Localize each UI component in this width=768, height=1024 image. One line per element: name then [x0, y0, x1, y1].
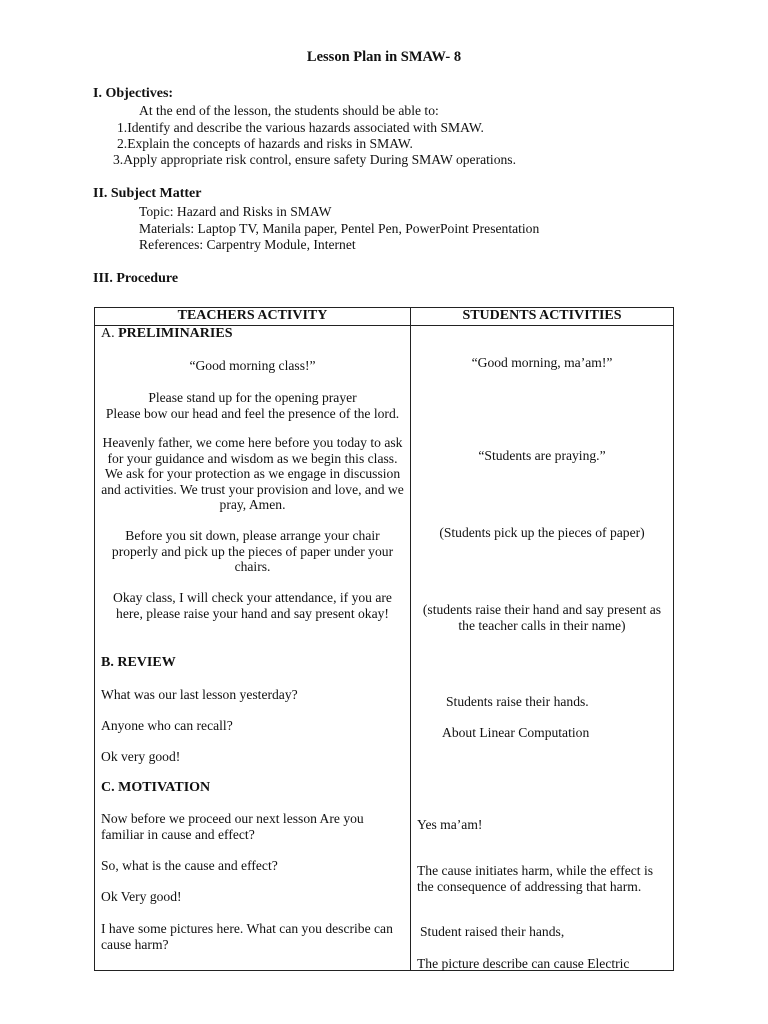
motivation-student-3: Student raised their hands, — [420, 924, 565, 939]
student-praying: “Students are praying.” — [478, 448, 606, 463]
objective-item-3: 3.Apply appropriate risk control, ensure safety During SMAW operations. — [113, 152, 516, 167]
review-question-2: Anyone who can recall? — [101, 718, 233, 733]
subject-materials: Materials: Laptop TV, Manila paper, Pentel Pen, PowerPoint Presentation — [139, 221, 540, 236]
review-question-1: What was our last lesson yesterday? — [101, 687, 298, 702]
motivation-question-4: I have some pictures here. What can you describe can cause harm? — [101, 921, 393, 952]
motivation-student-4: The picture describe can cause Electric — [417, 956, 630, 971]
student-greeting: “Good morning, ma’am!” — [471, 355, 613, 370]
motivation-question-2: So, what is the cause and effect? — [101, 858, 278, 873]
objectives-heading: I. Objectives: — [93, 86, 174, 101]
page-title: Lesson Plan in SMAW- 8 — [306, 49, 462, 65]
motivation-question-1: Now before we proceed our next lesson Are you familiar in cause and effect? — [101, 811, 364, 842]
motivation-student-1: Yes ma’am! — [417, 817, 483, 832]
teacher-prayer: Heavenly father, we come here before you today to ask for your guidance and wisdom as we begin this class. We ask for your protection as we engage in discussion and activities. We trust your provision and love, and we pray, Amen. — [101, 435, 404, 512]
procedure-table — [94, 307, 674, 971]
teachers-activity-header: TEACHERS ACTIVITY — [177, 308, 328, 323]
teacher-chairs: Before you sit down, please arrange your chair properly and pick up the pieces of paper under your chairs. — [111, 528, 394, 574]
subject-matter-heading: II. Subject Matter — [93, 186, 202, 201]
student-present: (students raise their hand and say present as the teacher calls in their name) — [422, 602, 662, 633]
motivation-question-3: Ok Very good! — [101, 889, 182, 904]
review-question-3: Ok very good! — [101, 749, 181, 764]
procedure-heading: III. Procedure — [93, 271, 179, 286]
subject-references: References: Carpentry Module, Internet — [139, 237, 356, 252]
objectives-intro: At the end of the lesson, the students should be able to: — [139, 103, 439, 118]
column-divider — [410, 308, 411, 970]
student-paper: (Students pick up the pieces of paper) — [439, 525, 645, 540]
teacher-prayer-call: Please stand up for the opening prayer Please bow our head and feel the presence of the lord. — [105, 390, 400, 421]
section-preliminaries: A. PRELIMINARIES — [101, 326, 233, 341]
motivation-student-2: The cause initiates harm, while the effect is the consequence of addressing that harm. — [417, 863, 654, 894]
students-activities-header: STUDENTS ACTIVITIES — [462, 308, 622, 323]
section-motivation: C. MOTIVATION — [101, 780, 211, 795]
teacher-attendance: Okay class, I will check your attendance, if you are here, please raise your hand and say present okay! — [113, 590, 392, 621]
review-student-1: Students raise their hands. — [446, 694, 589, 709]
objective-item-1: 1.Identify and describe the various hazards associated with SMAW. — [117, 120, 484, 135]
section-review: B. REVIEW — [101, 655, 176, 670]
objective-item-2: 2.Explain the concepts of hazards and risks in SMAW. — [117, 136, 413, 151]
subject-topic: Topic: Hazard and Risks in SMAW — [139, 204, 332, 219]
review-student-2: About Linear Computation — [442, 725, 590, 740]
teacher-greeting: “Good morning class!” — [189, 358, 316, 373]
